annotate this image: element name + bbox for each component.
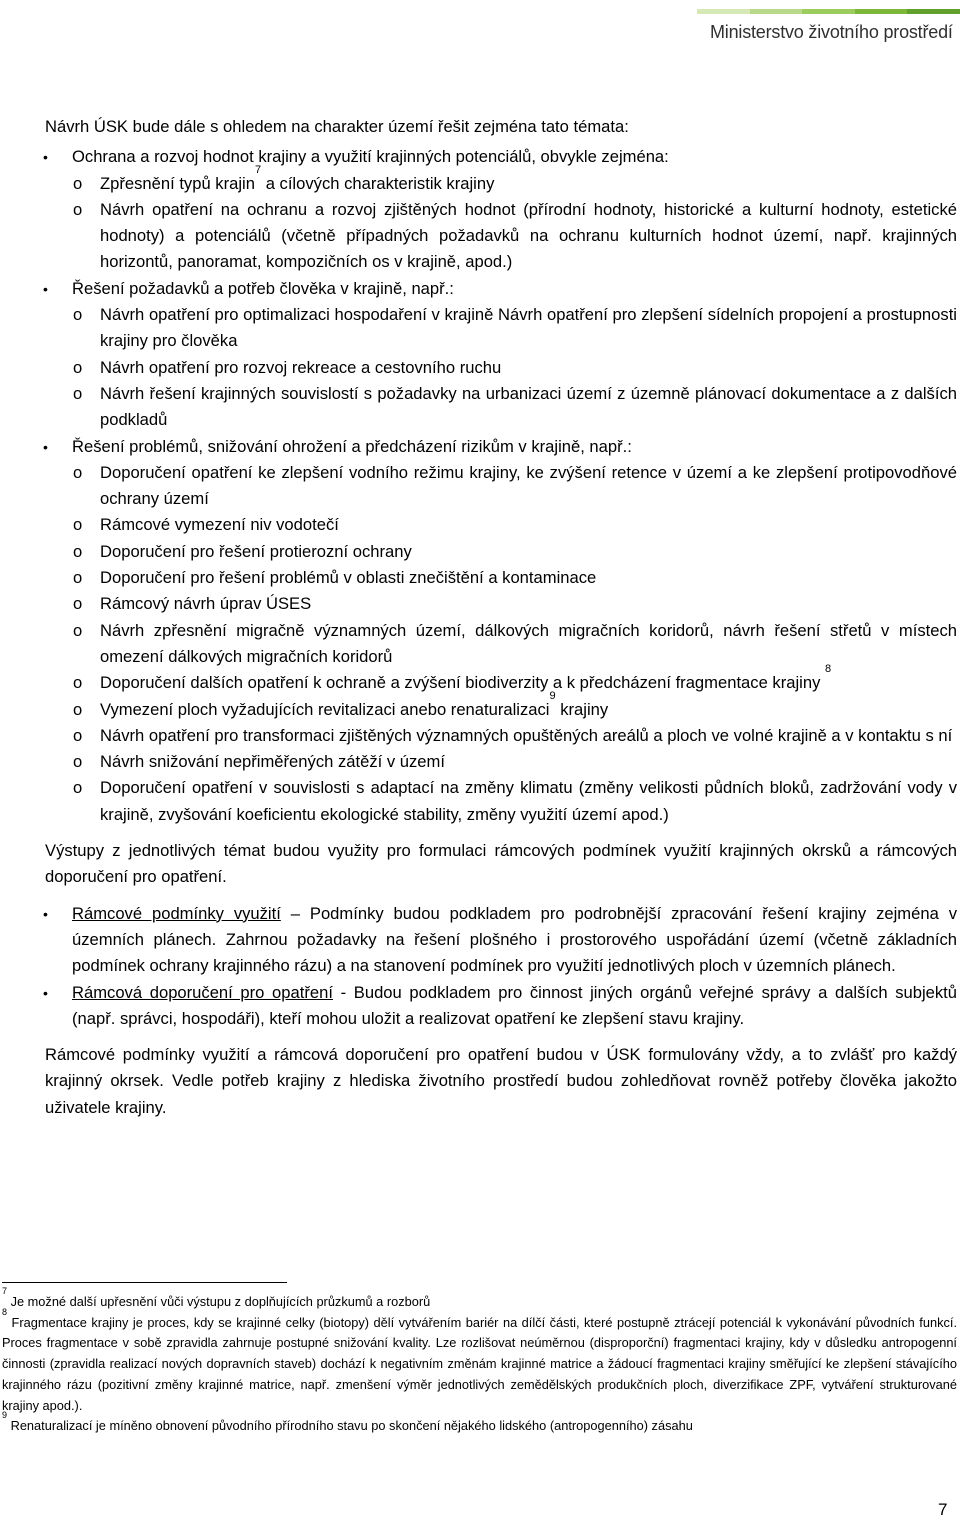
list-item (45, 775, 957, 828)
footnote-number: 8 (2, 1306, 8, 1317)
list-marker: o (73, 699, 83, 719)
list-item-text: krajiny (555, 699, 609, 719)
footnote-text: Fragmentace krajiny je proces, kdy se krajinné celky (biotopy) dělí vytvářením bariér na dílčí části, které postupně ztrácejí potenciál k vykonávání původních funkcí. Proces fragmentace v sobě zpravidla zahrnuje postupné snižování kvality. Lze rozlišovat neúměrnou (disproporční) fragmentaci krajiny, kdy v důsledku antropogenní činnosti (zpravidla realizací nových dopravních staveb) dochází k negativním změnám krajinné matrice a žádoucí fragmentaci krajiny směřující ke zlepšení stávajícího krajinného rázu (pozitivní změny krajinné matrice, např. zmenšení výměr jednotlivých zemědělských produkčních ploch, diverzifikace ZPF, vytváření strukturované krajiny apod.). (2, 1314, 957, 1413)
logo-bar-segment (750, 9, 803, 14)
list-item-text: Doporučení pro řešení protierozní ochrany (100, 541, 412, 561)
logo-bar-segment (697, 9, 750, 14)
list-marker: o (73, 541, 83, 561)
list-item-text: Rámcové vymezení niv vodotečí (100, 515, 339, 535)
list-item-text: Návrh snižování nepřiměřených zátěží v území (100, 752, 445, 772)
list-item-text: Zpřesnění typů krajin (100, 173, 255, 193)
output-text: - Budou podkladem pro činnost jiných orgánů veřejné správy a dalších subjektů (např. správci, hospodáři), kteří mohou uložit a realizovat opatření ke zlepšení stavu krajiny. (72, 982, 957, 1028)
output-term: Rámcová doporučení pro opatření (72, 982, 333, 1002)
footnote-ref[interactable]: 7 (254, 163, 262, 176)
page-number: 7 (938, 1500, 948, 1519)
list-item (45, 663, 957, 696)
intro-paragraph: Návrh ÚSK bude dále s ohledem na charakter území řešit zejména tato témata: (45, 117, 629, 136)
list-marker: o (73, 305, 83, 325)
ministry-logo-text: Ministerstvo životního prostředí (710, 22, 953, 42)
list-item (45, 565, 957, 591)
list-item-text: Návrh opatření na ochranu a rozvoj zjištěných hodnot (přírodní hodnoty, historické a kulturní hodnoty, estetické hodnoty) a potenciálů (včetně případných požadavků na ochranu kulturních hodnot území, např. krajinných horizontů, panoramat, kompozičních os v krajině, apod.) (100, 199, 957, 272)
list-marker: o (73, 620, 83, 640)
list-item-text: Návrh zpřesnění migračně významných území, dálkových migračních koridorů, návrh řešení střetů v místech omezení dálkových migračních koridorů (100, 620, 957, 666)
list-item (45, 197, 957, 276)
list-item (45, 302, 957, 355)
list-marker: o (73, 752, 83, 772)
topic-heading: • Řešení problémů, snižování ohrožení a předcházení rizikům v krajině, např.: (45, 434, 957, 460)
output-term: Rámcové podmínky využití (72, 903, 281, 923)
list-item (45, 355, 957, 381)
list-item-text: Návrh opatření pro optimalizaci hospodaření v krajině Návrh opatření pro zlepšení sídelních propojení a prostupnosti krajiny pro člověka (100, 305, 957, 351)
list-item (45, 381, 957, 434)
footnotes (2, 1286, 957, 1437)
list-item-text: Doporučení opatření v souvislosti s adaptací na změny klimatu (změny velikosti půdních bloků, zadržování vody v krajině, zvyšování koeficientu ekologické stability, změny využití území apod.) (100, 778, 957, 824)
footnote (2, 1306, 957, 1417)
list-item-text: Návrh opatření pro rozvoj rekreace a cestovního ruchu (100, 357, 502, 377)
output-item (45, 901, 957, 980)
logo-color-bar (697, 9, 960, 14)
list-marker: o (73, 515, 83, 535)
list-item (45, 591, 957, 617)
list-marker: o (73, 462, 83, 482)
footnote-ref[interactable]: 8 (825, 663, 832, 676)
list-item-text: Doporučení opatření ke zlepšení vodního režimu krajiny, ke zvýšení retence v území a ke zlepšení protipovodňové ochrany území (100, 462, 957, 509)
list-item (45, 512, 957, 538)
output-item (45, 980, 957, 1033)
list-item (45, 689, 957, 723)
list-marker: o (73, 383, 83, 403)
list-marker: o (73, 725, 83, 745)
list-marker: o (73, 568, 83, 588)
list-item (45, 163, 957, 197)
list-item (45, 460, 957, 513)
list-item-text: Návrh opatření pro transformaci zjištěných významných opuštěných areálů a ploch ve volné krajině a v kontaktu s ní (100, 725, 953, 745)
footnote (2, 1286, 957, 1313)
list-item-text: Rámcový návrh úprav ÚSES (100, 594, 312, 614)
footnote-number: 9 (2, 1410, 8, 1421)
output-text: – Podmínky budou podkladem pro podrobnější zpracování řešení krajiny zejména v územních plánech. Zahrnou požadavky na řešení plošného i prostorového uspořádání území (včetně základních podmínek ochrany krajinného rázu) a na stanovení podmínek pro využití jednotlivých ploch v územních plánech. (72, 903, 957, 976)
list-item-text: Návrh řešení krajinných souvislostí s požadavky na urbanizaci území z územně plánovací dokumentace a z dalších podkladů (100, 383, 957, 430)
list-item (45, 618, 957, 671)
list-item (45, 749, 957, 775)
topic-heading: • Řešení požadavků a potřeb člověka v krajině, např.: (45, 276, 957, 302)
list-item-text: Vymezení ploch vyžadujících revitalizaci anebo renaturalizaci (100, 699, 550, 719)
logo-bar-segment (907, 9, 960, 14)
footnote (2, 1410, 957, 1437)
closing-paragraph: Rámcové podmínky využití a rámcová doporučení pro opatření budou v ÚSK formulovány vždy, a to zvlášť pro každý krajinný okrsek. Vedle potřeb krajiny z hlediska životního prostředí budou zohledňovat rovněž potřeby člověka jakožto uživatele krajiny. (45, 1045, 957, 1117)
list-marker: o (73, 357, 83, 377)
list-item (45, 723, 957, 749)
list-item (45, 539, 957, 565)
list-marker: o (73, 594, 83, 614)
list-item-text: a cílových charakteristik krajiny (261, 173, 495, 193)
outputs-paragraph: Výstupy z jednotlivých témat budou využity pro formulaci rámcových podmínek využití krajinných okrsků a rámcových doporučení pro opatření. (45, 841, 957, 887)
footnote-text: Je možné další upřesnění vůči výstupu z doplňujících průzkumů a rozborů (7, 1294, 431, 1309)
list-marker: o (73, 673, 83, 693)
list-item-text: Doporučení pro řešení problémů v oblasti znečištění a kontaminace (100, 568, 597, 588)
document-body (45, 114, 957, 1121)
list-marker: o (73, 778, 83, 798)
list-marker: o (73, 173, 83, 193)
logo-bar-segment (802, 9, 855, 14)
topic-heading: • Ochrana a rozvoj hodnot krajiny a využití krajinných potenciálů, obvykle zejména: (45, 144, 957, 170)
footnote-number: 7 (2, 1286, 8, 1296)
footnote-separator (2, 1282, 287, 1283)
list-marker: o (73, 199, 83, 219)
list-item-text: Doporučení dalších opatření k ochraně a zvýšení biodiverzity a k předcházení fragmentace krajiny (100, 673, 821, 693)
footnote-text: Renaturalizací je míněno obnovení původního přírodního stavu po skončení nějakého lidského (antropogenního) zásahu (7, 1418, 693, 1434)
logo-bar-segment (855, 9, 908, 14)
footnote-ref[interactable]: 9 (549, 689, 556, 702)
